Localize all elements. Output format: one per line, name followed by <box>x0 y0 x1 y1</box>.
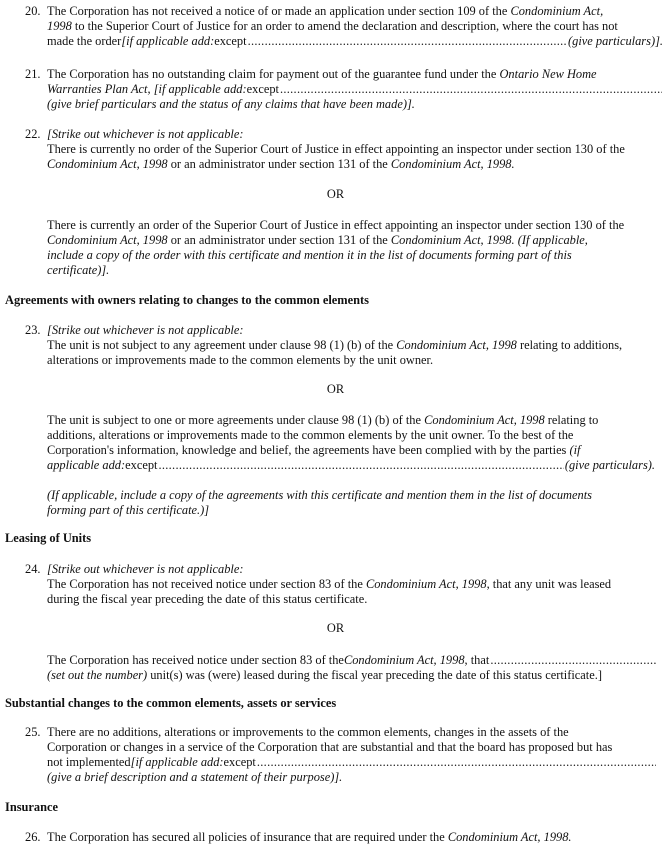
fill-in-blank <box>490 653 656 668</box>
item-22-line-2: There is currently no order of the Superior Court of Justice in effect appointing an inspector under section 130 of the <box>47 142 625 156</box>
fill-in-blank <box>248 34 567 49</box>
item-20-line-1: The Corporation has not received a notice of or made an application under section 109 of the Condominium Act, <box>47 4 604 18</box>
item-25-line-2: Corporation or changes in a service of the Corporation that are substantial and that the board has proposed but has <box>47 740 613 754</box>
item-24-line-5: (set out the number) unit(s) was (were) leased during the fiscal year preceding the date of this status certificate.] <box>47 668 602 682</box>
item-number: 26. <box>25 830 41 844</box>
item-21-line-2: Warranties Plan Act, [if applicable add: except ..... <box>47 82 663 97</box>
item-23-note <box>47 488 663 518</box>
item-22-line-6: include a copy of the order with this certificate and mention it in the list of documents forming part of this <box>47 248 572 262</box>
item-25-line-4: (give a brief description and a statement of their purpose)]. <box>47 770 343 784</box>
item-22-line-4: There is currently an order of the Superior Court of Justice in effect appointing an inspector under section 130 of the <box>47 218 625 232</box>
item-23-alternative <box>47 413 663 473</box>
item-24-line-4: The Corporation has received notice under section 83 of the Condominium Act, 1998 , that ..... <box>47 653 657 668</box>
fill-in-blank <box>158 458 563 473</box>
item-22-line-7: certificate)]. <box>47 263 110 277</box>
item-26-line-1: The Corporation has secured all policies of insurance that are required under the Condominium Act, 1998. <box>47 830 572 844</box>
fill-in-blank <box>280 82 662 97</box>
item-23-line-4: The unit is subject to one or more agreements under clause 98 (1) (b) of the Condominium Act, 1998 relating to <box>47 413 599 427</box>
item-22-line-5: Condominium Act, 1998 or an administrator under section 131 of the Condominium Act, 1998. (If applicable, <box>47 233 588 247</box>
item-22-line-1: [Strike out whichever is not applicable: <box>47 127 244 141</box>
item-21-line-1: The Corporation has no outstanding claim for payment out of the guarantee fund under the Ontario New Home <box>47 67 597 81</box>
fill-in-blank <box>257 755 656 770</box>
or-separator: OR <box>326 187 345 201</box>
section-heading-insurance: Insurance <box>5 800 59 814</box>
item-23-line-7: applicable add: except ..... (give particulars). <box>47 458 655 473</box>
section-heading-substantial-changes: Substantial changes to the common elements, assets or services <box>5 696 337 710</box>
item-number: 22. <box>25 127 41 141</box>
item-24-alternative <box>47 653 663 683</box>
section-heading-agreements: Agreements with owners relating to changes to the common elements <box>5 293 369 307</box>
item-23-line-2: The unit is not subject to any agreement under clause 98 (1) (b) of the Condominium Act, 1998 relating to additions, <box>47 338 623 352</box>
item-24-line-3: during the fiscal year preceding the date of this status certificate. <box>47 592 368 606</box>
item-number: 24. <box>25 562 41 576</box>
item-number: 20. <box>25 4 41 18</box>
item-25-line-1: There are no additions, alterations or improvements to the common elements, changes in the assets of the <box>47 725 569 739</box>
item-22-alternative <box>47 218 663 278</box>
item-23-line-5: additions, alterations or improvements made to the common elements by the unit owner. To the best of the <box>47 428 574 442</box>
section-heading-leasing: Leasing of Units <box>5 531 92 545</box>
item-number: 23. <box>25 323 41 337</box>
item-25-line-3: not implemented [if applicable add: except ..... <box>47 755 657 770</box>
item-21-line-3: (give brief particulars and the status of any claims that have been made)]. <box>47 97 415 111</box>
item-24-line-1: [Strike out whichever is not applicable: <box>47 562 244 576</box>
or-separator: OR <box>326 382 345 396</box>
item-23-line-1: [Strike out whichever is not applicable: <box>47 323 244 337</box>
item-20-line-3: made the order [if applicable add: except ..... (give particulars)]. <box>47 34 663 49</box>
item-23-line-6: Corporation's information, knowledge and belief, the agreements have been complied with by the parties (if <box>47 443 581 457</box>
item-22-line-3: Condominium Act, 1998 or an administrator under section 131 of the Condominium Act, 1998. <box>47 157 515 171</box>
item-23-line-9: forming part of this certificate.)] <box>47 503 210 517</box>
item-number: 25. <box>25 725 41 739</box>
item-24-line-2: The Corporation has not received notice under section 83 of the Condominium Act, 1998, that any unit was leased <box>47 577 612 591</box>
item-23-line-3: alterations or improvements made to the common elements by the unit owner. <box>47 353 434 367</box>
item-number: 21. <box>25 67 41 81</box>
item-20-line-2: 1998 to the Superior Court of Justice for an order to amend the declaration and description, where the court has not <box>47 19 618 33</box>
item-23-line-8: (If applicable, include a copy of the agreements with this certificate and mention them in the list of documents <box>47 488 592 502</box>
or-separator: OR <box>326 621 345 635</box>
